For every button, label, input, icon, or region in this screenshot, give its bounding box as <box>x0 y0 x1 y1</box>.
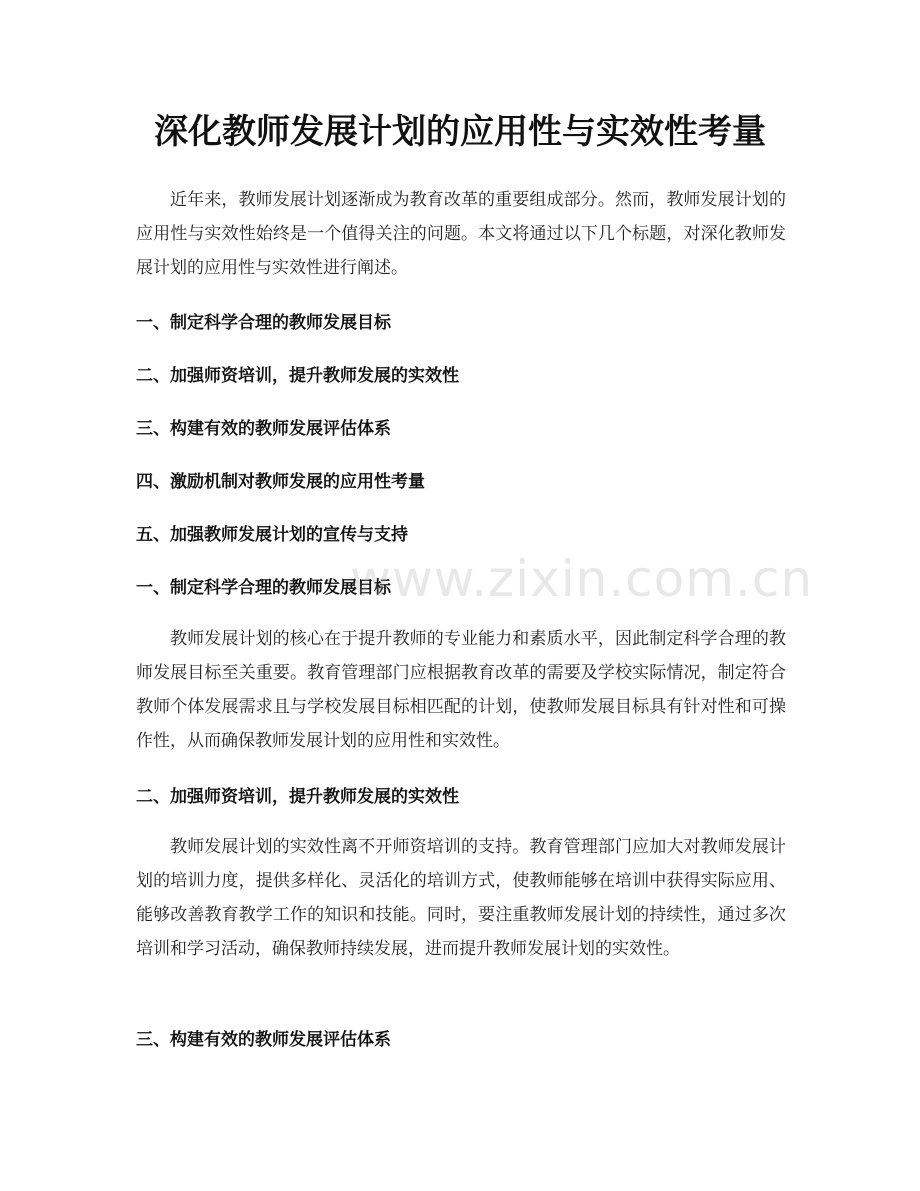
outline-item-5: 五、加强教师发展计划的宣传与支持 <box>136 525 408 545</box>
watermark: www.zixin.com.cn <box>350 550 814 608</box>
section-2-body: 教师发展计划的实效性离不开师资培训的支持。教育管理部门应加大对教师发展计划的培训力度，提供多样化、灵活化的培训方式，使教师能够在培训中获得实际应用、能够改善教育教学工作的知识和技能。同时，要注重教师发展计划的持续性，通过多次培训和学习活动，确保教师持续发展，进而提升教师发展计划的实效性。 <box>136 837 786 959</box>
outline-item-2: 二、加强师资培训，提升教师发展的实效性 <box>136 366 459 386</box>
intro-paragraph: 近年来，教师发展计划逐渐成为教育改革的重要组成部分。然而，教师发展计划的应用性与实效性始终是一个值得关注的问题。本文将通过以下几个标题，对深化教师发展计划的应用性与实效性进行阐述。 <box>136 190 786 278</box>
section-3-heading: 三、构建有效的教师发展评估体系 <box>136 1030 391 1050</box>
outline-item-4: 四、激励机制对教师发展的应用性考量 <box>136 472 425 492</box>
outline-item-1: 一、制定科学合理的教师发展目标 <box>136 313 391 333</box>
section-1-heading: 一、制定科学合理的教师发展目标 <box>136 578 391 598</box>
section-2-heading: 二、加强师资培训，提升教师发展的实效性 <box>136 787 459 807</box>
outline-item-3: 三、构建有效的教师发展评估体系 <box>136 419 391 439</box>
document-title: 深化教师发展计划的应用性与实效性考量 <box>154 112 766 152</box>
section-1-body: 教师发展计划的核心在于提升教师的专业能力和素质水平，因此制定科学合理的教师发展目标至关重要。教育管理部门应根据教育改革的需要及学校实际情况，制定符合教师个体发展需求且与学校发展目标相匹配的计划，使教师发展目标具有针对性和可操作性，从而确保教师发展计划的应用性和实效性。 <box>136 629 786 751</box>
